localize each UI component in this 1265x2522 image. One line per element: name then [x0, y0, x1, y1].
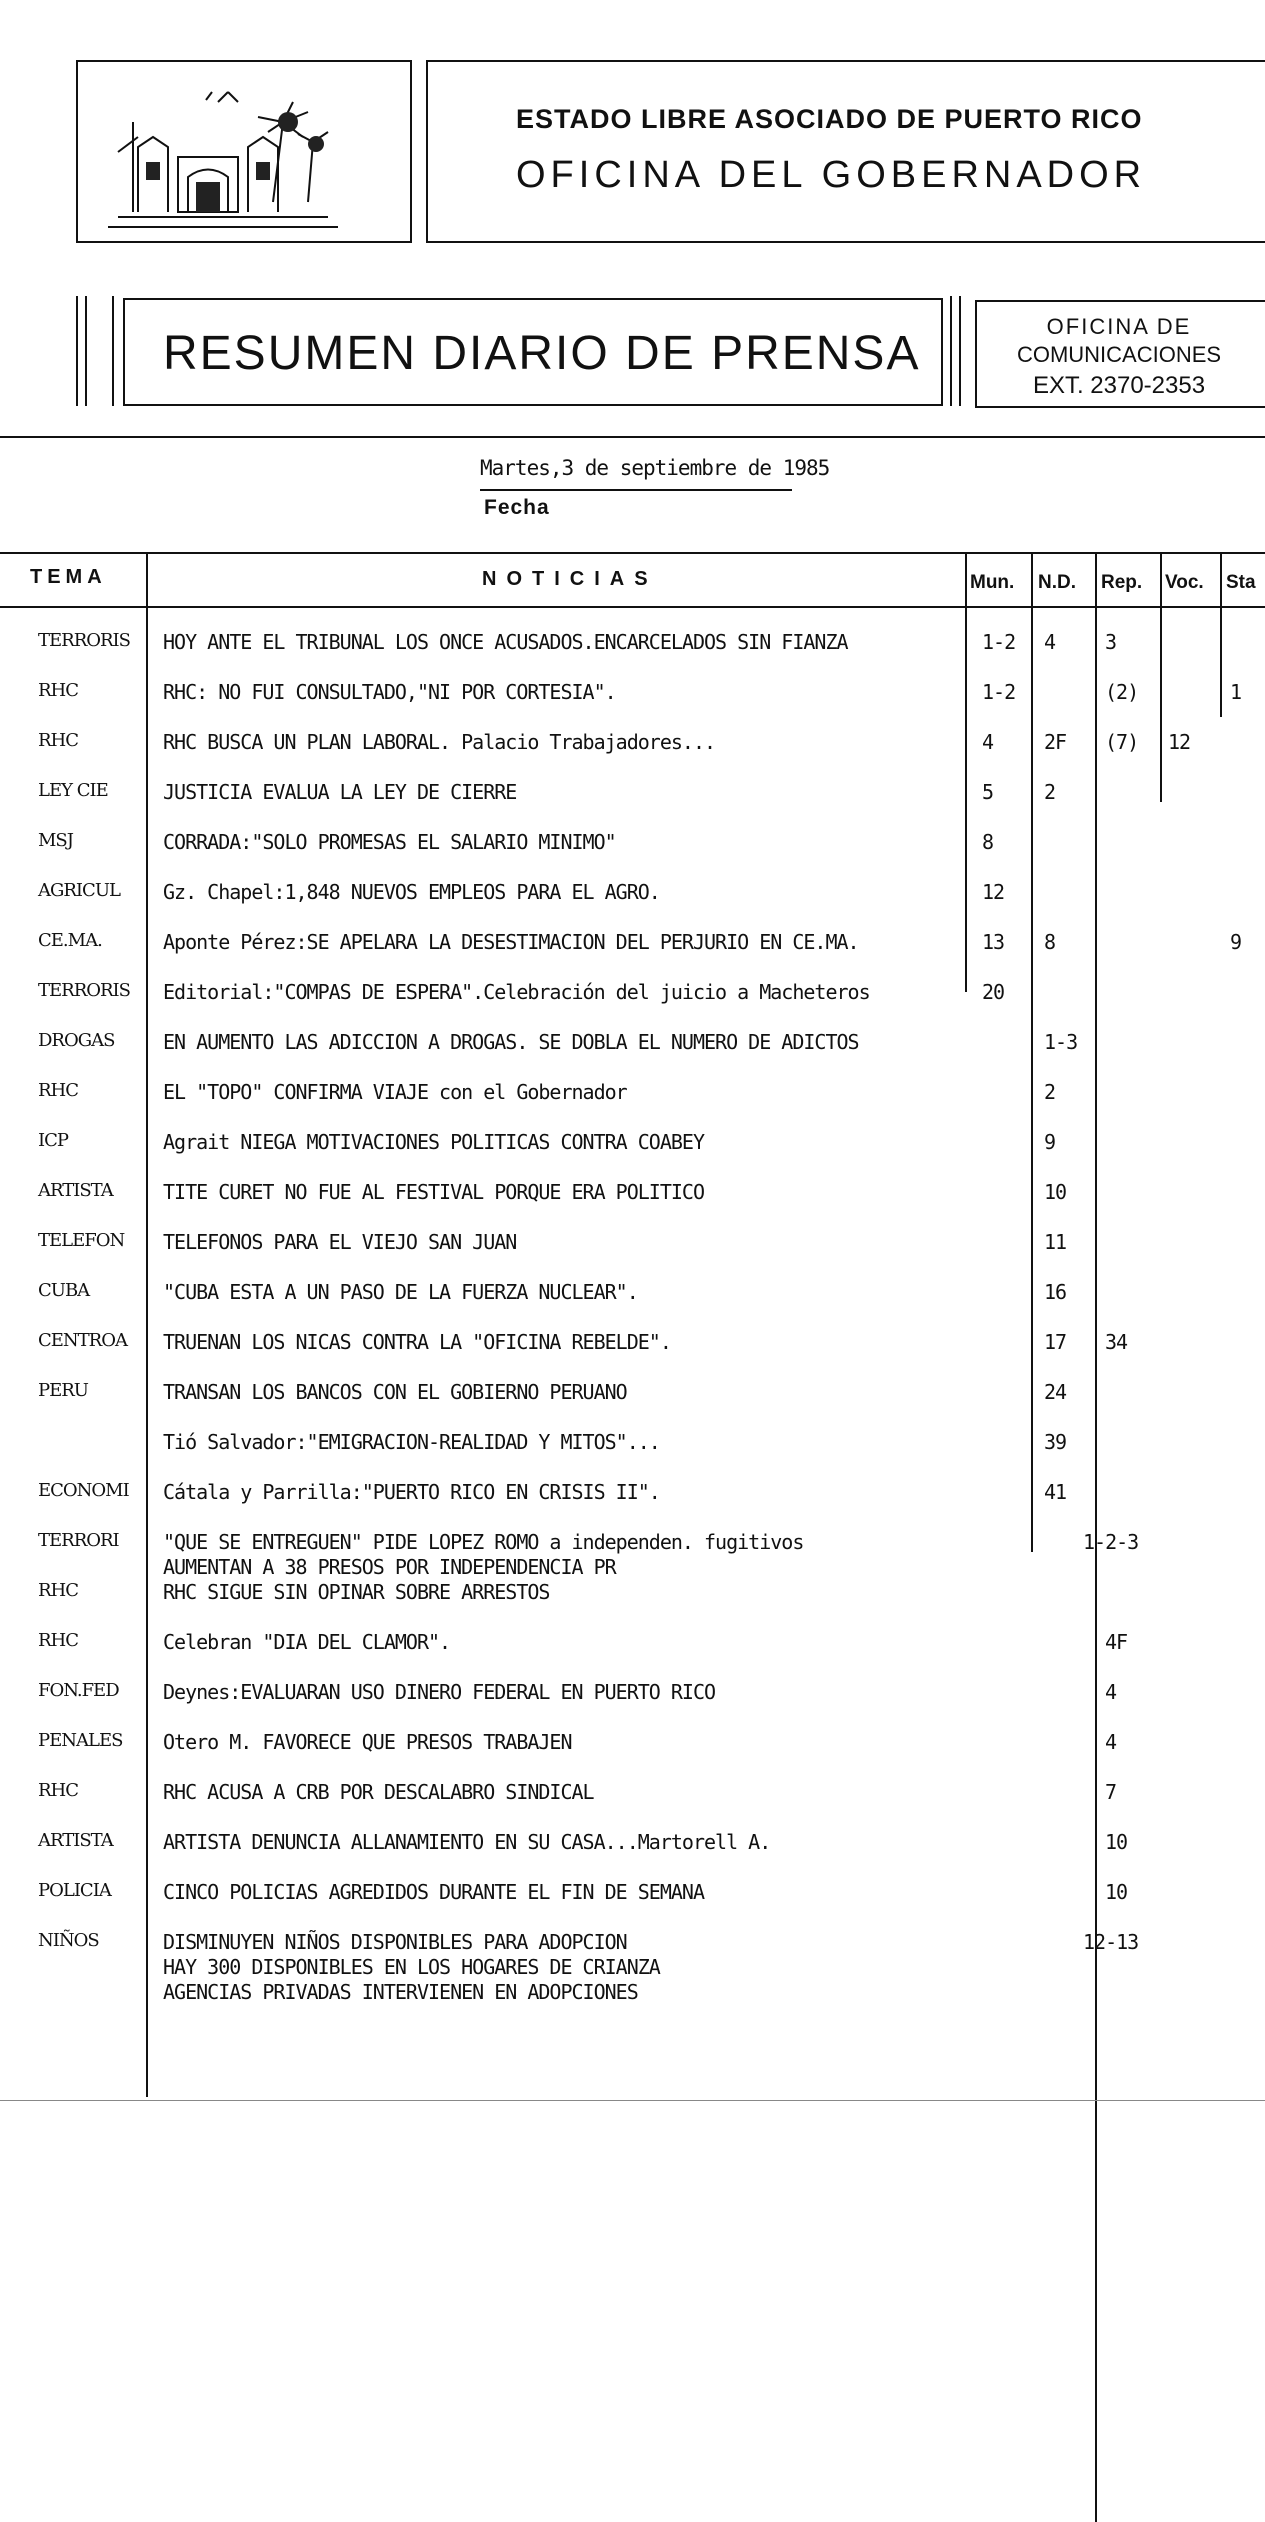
header-sta: Sta — [1226, 572, 1256, 593]
sta-column-divider — [1220, 552, 1222, 717]
cell-noticia: RHC: NO FUI CONSULTADO,"NI POR CORTESIA". — [163, 680, 616, 704]
cell-noticia: "QUE SE ENTREGUEN" PIDE LOPEZ ROMO a independen. fugitivos — [163, 1530, 804, 1554]
cell-rep: 3 — [1105, 630, 1117, 654]
cell-rep: 4 — [1105, 1680, 1117, 1704]
cell-rep: (7) — [1105, 730, 1139, 754]
cell-mun: 1-2 — [982, 680, 1016, 704]
letterhead-frame — [426, 60, 1265, 243]
cell-noticia: Editorial:"COMPAS DE ESPERA".Celebración del juicio a Macheteros — [163, 980, 870, 1004]
cell-noticia: ARTISTA DENUNCIA ALLANAMIENTO EN SU CASA...Martorell A. — [163, 1830, 771, 1854]
cell-noticia: AGENCIAS PRIVADAS INTERVIENEN EN ADOPCIONES — [163, 1980, 638, 2004]
cell-sta: 1 — [1230, 680, 1242, 704]
cell-tema: PERU — [38, 1380, 88, 1401]
cell-noticia: Gz. Chapel:1,848 NUEVOS EMPLEOS PARA EL AGRO. — [163, 880, 660, 904]
cell-noticia: HOY ANTE EL TRIBUNAL LOS ONCE ACUSADOS.ENCARCELADOS SIN FIANZA — [163, 630, 848, 654]
banner-rule — [950, 296, 952, 406]
cell-tema: RHC — [38, 730, 79, 751]
cell-nd: 39 — [1044, 1430, 1067, 1454]
cell-nd: 10 — [1044, 1180, 1067, 1204]
cell-noticia: TELEFONOS PARA EL VIEJO SAN JUAN — [163, 1230, 517, 1254]
cell-tema: TELEFON — [38, 1230, 125, 1251]
cell-rep: 10 — [1105, 1830, 1128, 1854]
cell-noticia: CORRADA:"SOLO PROMESAS EL SALARIO MINIMO" — [163, 830, 616, 854]
cell-noticia: CINCO POLICIAS AGREDIDOS DURANTE EL FIN DE SEMANA — [163, 1880, 705, 1904]
cell-noticia: Cátala y Parrilla:"PUERTO RICO EN CRISIS II". — [163, 1480, 660, 1504]
cell-nd: 17 — [1044, 1330, 1067, 1354]
cell-tema: ICP — [38, 1130, 68, 1151]
cell-mun: 5 — [982, 780, 994, 804]
section-divider — [0, 436, 1265, 438]
cell-noticia: TITE CURET NO FUE AL FESTIVAL PORQUE ERA POLITICO — [163, 1180, 705, 1204]
cell-tema: ARTISTA — [38, 1830, 113, 1851]
header-voc: Voc. — [1165, 572, 1204, 593]
cell-noticia: Agrait NIEGA MOTIVACIONES POLITICAS CONTRA COABEY — [163, 1130, 705, 1154]
communications-office-box — [975, 300, 1265, 408]
cell-noticia: "CUBA ESTA A UN PASO DE LA FUERZA NUCLEAR". — [163, 1280, 638, 1304]
header-noticias: NOTICIAS — [482, 568, 658, 590]
cell-nd: 1-3 — [1044, 1030, 1078, 1054]
fortaleza-illustration — [78, 62, 410, 241]
table-header-border — [0, 606, 1265, 608]
date-underline — [480, 489, 792, 491]
nd-column-divider — [1031, 552, 1033, 1552]
cell-tema: CUBA — [38, 1280, 90, 1301]
cell-rep: 4 — [1105, 1730, 1117, 1754]
cell-nd: 2F — [1044, 730, 1067, 754]
table-top-border — [0, 552, 1265, 554]
page-bottom-rule — [0, 2100, 1265, 2101]
cell-tema: RHC — [38, 1780, 79, 1801]
banner-frame — [123, 298, 943, 406]
cell-nd: 8 — [1044, 930, 1056, 954]
government-name: ESTADO LIBRE ASOCIADO DE PUERTO RICO — [516, 104, 1143, 134]
office-line-1: OFICINA DE — [1046, 314, 1192, 339]
cell-tema: RHC — [38, 1580, 79, 1601]
cell-tema: PENALES — [38, 1730, 123, 1751]
cell-nd: 24 — [1044, 1380, 1067, 1404]
cell-voc: 12 — [1168, 730, 1191, 754]
date-value: Martes,3 de septiembre de 1985 — [480, 456, 830, 480]
cell-mun: 1-2 — [982, 630, 1016, 654]
cell-tema: MSJ — [38, 830, 73, 851]
cell-noticia: Tió Salvador:"EMIGRACION-REALIDAD Y MITOS"... — [163, 1430, 660, 1454]
cell-nd: 2 — [1044, 780, 1056, 804]
cell-noticia: RHC SIGUE SIN OPINAR SOBRE ARRESTOS — [163, 1580, 550, 1604]
cell-tema: LEY CIE — [38, 780, 108, 801]
cell-mun: 13 — [982, 930, 1005, 954]
tema-column-divider — [146, 552, 148, 2097]
cell-rep: 10 — [1105, 1880, 1128, 1904]
cell-nd: 11 — [1044, 1230, 1067, 1254]
cell-tema: AGRICUL — [38, 880, 120, 901]
cell-tema: CE.MA. — [38, 930, 102, 951]
cell-tema: RHC — [38, 1630, 79, 1651]
cell-tema: POLICIA — [38, 1880, 111, 1901]
cell-noticia: Celebran "DIA DEL CLAMOR". — [163, 1630, 451, 1654]
cell-tema: RHC — [38, 1080, 79, 1101]
date-label: Fecha — [484, 496, 550, 519]
cell-noticia: RHC BUSCA UN PLAN LABORAL. Palacio Trabajadores... — [163, 730, 716, 754]
cell-rep: 34 — [1105, 1330, 1128, 1354]
office-extension: EXT. 2370-2353 — [1032, 372, 1206, 399]
cell-rep: (2) — [1105, 680, 1139, 704]
cell-tema: RHC — [38, 680, 79, 701]
banner-rule — [959, 296, 961, 406]
banner-rule — [112, 296, 114, 406]
cell-tema: CENTROA — [38, 1330, 127, 1351]
cell-noticia: TRANSAN LOS BANCOS CON EL GOBIERNO PERUANO — [163, 1380, 627, 1404]
cell-mun: 4 — [982, 730, 994, 754]
header-rep: Rep. — [1101, 572, 1143, 593]
cell-rep: 12-13 — [1083, 1930, 1139, 1954]
cell-nd: 4 — [1044, 630, 1056, 654]
cell-noticia: Otero M. FAVORECE QUE PRESOS TRABAJEN — [163, 1730, 572, 1754]
cell-sta: 9 — [1230, 930, 1242, 954]
cell-tema: ARTISTA — [38, 1180, 113, 1201]
cell-tema: DROGAS — [38, 1030, 115, 1051]
cell-mun: 12 — [982, 880, 1005, 904]
header-mun: Mun. — [970, 572, 1015, 593]
voc-column-divider — [1160, 552, 1162, 802]
header-nd: N.D. — [1038, 572, 1076, 593]
cell-noticia: HAY 300 DISPONIBLES EN LOS HOGARES DE CRIANZA — [163, 1955, 660, 1979]
cell-tema: ECONOMI — [38, 1480, 129, 1501]
cell-tema: TERRORI — [38, 1530, 119, 1551]
cell-rep: 1-2-3 — [1083, 1530, 1139, 1554]
cell-noticia: EL "TOPO" CONFIRMA VIAJE con el Gobernador — [163, 1080, 627, 1104]
cell-tema: TERRORIS — [38, 980, 131, 1001]
cell-noticia: RHC ACUSA A CRB POR DESCALABRO SINDICAL — [163, 1780, 594, 1804]
cell-rep: 7 — [1105, 1780, 1117, 1804]
cell-noticia: JUSTICIA EVALUA LA LEY DE CIERRE — [163, 780, 517, 804]
cell-noticia: Aponte Pérez:SE APELARA LA DESESTIMACION DEL PERJURIO EN CE.MA. — [163, 930, 859, 954]
banner-rule — [76, 296, 78, 406]
seal-frame — [76, 60, 412, 243]
office-name: OFICINA DEL GOBERNADOR — [516, 154, 1147, 196]
cell-nd: 2 — [1044, 1080, 1056, 1104]
cell-noticia: DISMINUYEN NIÑOS DISPONIBLES PARA ADOPCION — [163, 1930, 627, 1954]
cell-nd: 41 — [1044, 1480, 1067, 1504]
cell-tema: FON.FED — [38, 1680, 119, 1701]
header-tema: TEMA — [30, 566, 107, 588]
cell-nd: 9 — [1044, 1130, 1056, 1154]
mun-column-divider — [965, 552, 967, 992]
cell-mun: 20 — [982, 980, 1005, 1004]
cell-tema: TERRORIS — [38, 630, 131, 651]
banner-rule — [85, 296, 87, 406]
office-line-2: COMUNICACIONES — [1016, 342, 1222, 367]
cell-noticia: EN AUMENTO LAS ADICCION A DROGAS. SE DOBLA EL NUMERO DE ADICTOS — [163, 1030, 859, 1054]
cell-mun: 8 — [982, 830, 994, 854]
page-title: RESUMEN DIARIO DE PRENSA — [163, 327, 921, 380]
cell-noticia: TRUENAN LOS NICAS CONTRA LA "OFICINA REBELDE". — [163, 1330, 671, 1354]
cell-noticia: AUMENTAN A 38 PRESOS POR INDEPENDENCIA PR — [163, 1555, 616, 1579]
cell-rep: 4F — [1105, 1630, 1128, 1654]
cell-tema: NIÑOS — [38, 1930, 99, 1951]
cell-nd: 16 — [1044, 1280, 1067, 1304]
cell-noticia: Deynes:EVALUARAN USO DINERO FEDERAL EN PUERTO RICO — [163, 1680, 716, 1704]
